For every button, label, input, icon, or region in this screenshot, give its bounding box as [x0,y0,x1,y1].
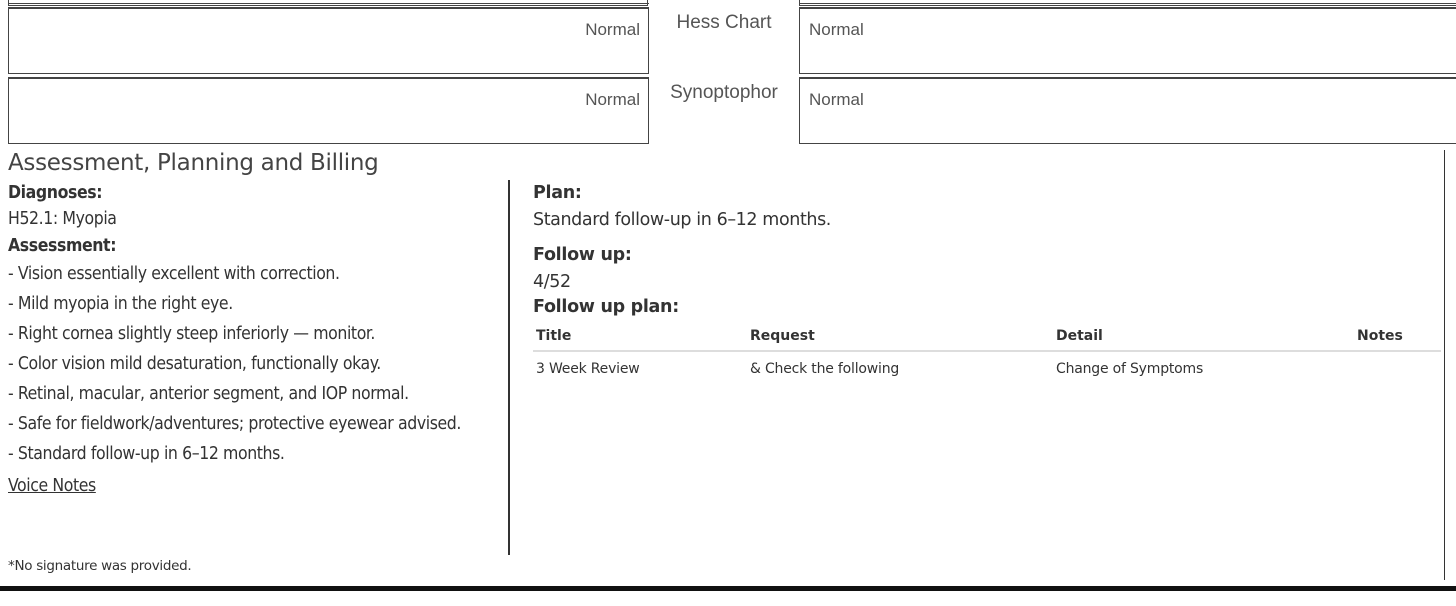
plan-text: Standard follow-up in 6–12 months. [533,210,831,230]
voice-notes-link[interactable]: Voice Notes [8,476,96,496]
cell-request: & Check the following [750,361,900,377]
assessment-line: - Retinal, macular, anterior segment, and IOP normal. [8,384,409,404]
hess-chart-right-eye-field[interactable] [8,8,649,74]
row-separator [8,73,649,78]
diagnosis-item: H52.1: Myopia [8,209,117,229]
row-separator [799,73,1456,78]
panel-right-border [1444,150,1445,580]
assessment-line: - Right cornea slightly steep inferiorly — monitor. [8,324,375,344]
synoptophor-right-eye-value: Normal [585,90,640,109]
signature-note: *No signature was provided. [8,558,192,574]
hess-chart-right-eye-value: Normal [585,20,640,39]
row-separator [799,3,1456,8]
column-divider [508,180,510,555]
assessment-line: - Mild myopia in the right eye. [8,294,233,314]
assessment-column [8,180,506,501]
table-row [533,351,1441,381]
table-header-row [533,324,1441,351]
hess-chart-left-eye-field[interactable] [799,8,1456,74]
bottom-border [0,586,1456,591]
section-title: Assessment, Planning and Billing [8,150,379,176]
assessment-line: - Vision essentially excellent with correction. [8,264,340,284]
assessment-line: - Safe for fieldwork/adventures; protective eyewear advised. [8,414,461,434]
follow-up-plan-heading: Follow up plan: [533,297,679,317]
cell-detail: Change of Symptoms [1056,361,1204,377]
assessment-line: - Standard follow-up in 6–12 months. [8,444,285,464]
cell-title: 3 Week Review [536,361,640,377]
hess-chart-label: Hess Chart [676,12,772,33]
synoptophor-left-eye-field[interactable] [799,78,1456,144]
column-header-detail: Detail [1053,324,1354,351]
plan-heading: Plan: [533,183,582,203]
hess-chart-left-eye-value: Normal [809,20,864,39]
synoptophor-label: Synoptophor [670,82,778,103]
assessment-heading: Assessment: [8,236,117,256]
diagnoses-heading: Diagnoses: [8,183,103,203]
synoptophor-left-eye-value: Normal [809,90,864,109]
column-header-notes: Notes [1354,324,1441,351]
column-header-request: Request [747,324,1053,351]
cell-notes [1354,351,1441,381]
synoptophor-right-eye-field[interactable] [8,78,649,144]
assessment-line: - Color vision mild desaturation, functionally okay. [8,354,381,374]
follow-up-value: 4/52 [533,272,571,292]
follow-up-plan-table [533,324,1441,381]
column-header-title: Title [533,324,747,351]
plan-column [533,180,1441,322]
follow-up-heading: Follow up: [533,245,632,265]
